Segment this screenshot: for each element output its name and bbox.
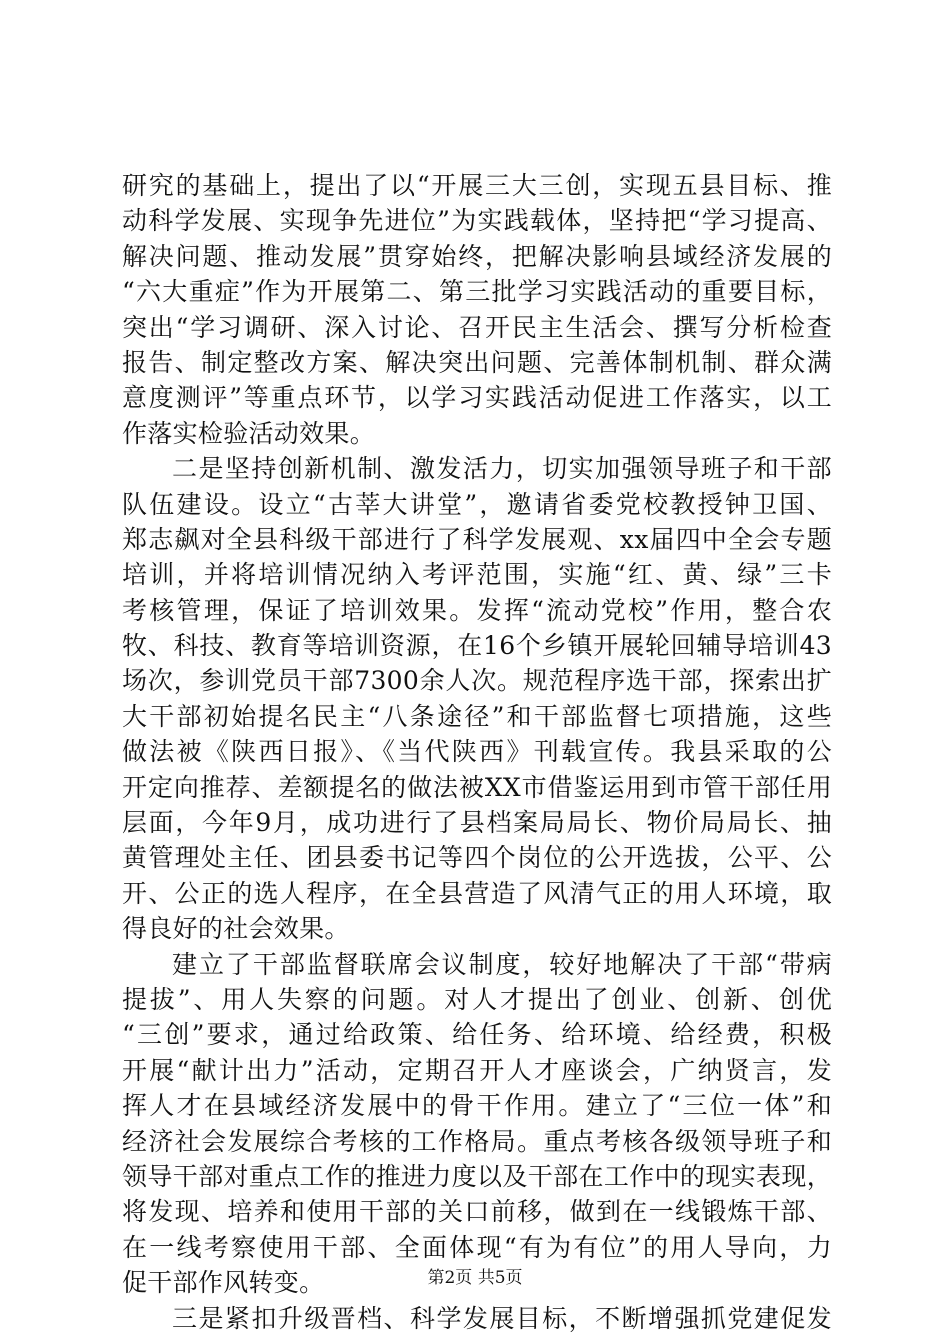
text-line: 促干部作风转变。 [122, 1268, 325, 1298]
text-line: 郑志飙对全县科级干部进行了科学发展观、xx届四中全会专题 [122, 524, 832, 554]
text-line: 做法被《陕西日报》、《当代陕西》刊载宣传。我县采取的公 [122, 737, 832, 767]
text-line: 动科学发展、实现争先进位”为实践载体，坚持把“学习提高、 [122, 206, 832, 236]
text-line: “六大重症”作为开展第二、第三批学习实践活动的重要目标， [122, 277, 832, 307]
text-line: 报告、制定整改方案、解决突出问题、完善体制机制、群众满 [122, 347, 832, 377]
text-line: 考核管理，保证了培训效果。发挥“流动党校”作用，整合农 [122, 595, 832, 625]
text-line: 在一线考察使用干部、全面体现“有为有位”的用人导向，力 [122, 1232, 832, 1262]
text-line: 层面，今年9月，成功进行了县档案局局长、物价局局长、抽 [122, 808, 832, 838]
text-line: 将发现、培养和使用干部的关口前移，做到在一线锻炼干部、 [122, 1197, 832, 1227]
text-line: 开定向推荐、差额提名的做法被XX市借鉴运用到市管干部任用 [122, 772, 832, 802]
text-line: “三创”要求，通过给政策、给任务、给环境、给经费，积极 [122, 1020, 832, 1050]
page-footer: 第2页 共5页 [427, 1268, 523, 1288]
text-line: 牧、科技、教育等培训资源，在16个乡镇开展轮回辅导培训43 [122, 631, 832, 661]
paragraph-first-line: 建立了干部监督联席会议制度，较好地解决了干部“带病 [172, 949, 832, 979]
text-line: 突出“学习调研、深入讨论、召开民主生活会、撰写分析检查 [122, 312, 832, 342]
text-line: 开、公正的选人程序，在全县营造了风清气正的用人环境，取 [122, 878, 832, 908]
document-body [122, 168, 832, 1336]
text-line: 黄管理处主任、团县委书记等四个岗位的公开选拔，公平、公 [122, 843, 832, 873]
text-line: 开展“献计出力”活动，定期召开人才座谈会，广纳贤言，发 [122, 1055, 832, 1085]
text-line: 队伍建设。设立“古莘大讲堂”，邀请省委党校教授钟卫国、 [122, 489, 832, 519]
text-line: 解决问题、推动发展”贯穿始终，把解决影响县域经济发展的 [122, 241, 832, 271]
text-line: 提拔”、用人失察的问题。对人才提出了创业、创新、创优 [122, 984, 832, 1014]
text-line: 场次，参训党员干部7300余人次。规范程序选干部，探索出扩 [122, 666, 832, 696]
text-line: 研究的基础上，提出了以“开展三大三创，实现五县目标、推 [122, 171, 832, 200]
text-line: 经济社会发展综合考核的工作格局。重点考核各级领导班子和 [122, 1126, 832, 1156]
text-line: 得良好的社会效果。 [122, 914, 350, 944]
text-line: 意度测评”等重点环节，以学习实践活动促进工作落实，以工 [122, 383, 832, 413]
text-line: 培训，并将培训情况纳入考评范围，实施“红、黄、绿”三卡 [122, 560, 832, 590]
text-line: 挥人才在县域经济发展中的骨干作用。建立了“三位一体”和 [122, 1091, 832, 1121]
paragraph-first-line: 二是坚持创新机制、激发活力，切实加强领导班子和干部 [172, 454, 832, 484]
text-line: 领导干部对重点工作的推进力度以及干部在工作中的现实表现， [122, 1161, 832, 1191]
text-line: 作落实检验活动效果。 [122, 418, 376, 448]
text-line: 大干部初始提名民主“八条途径”和干部监督七项措施，这些 [122, 701, 832, 731]
paragraph-first-line: 三是紧扣升级晋档、科学发展目标，不断增强抓党建促发 [172, 1303, 832, 1333]
